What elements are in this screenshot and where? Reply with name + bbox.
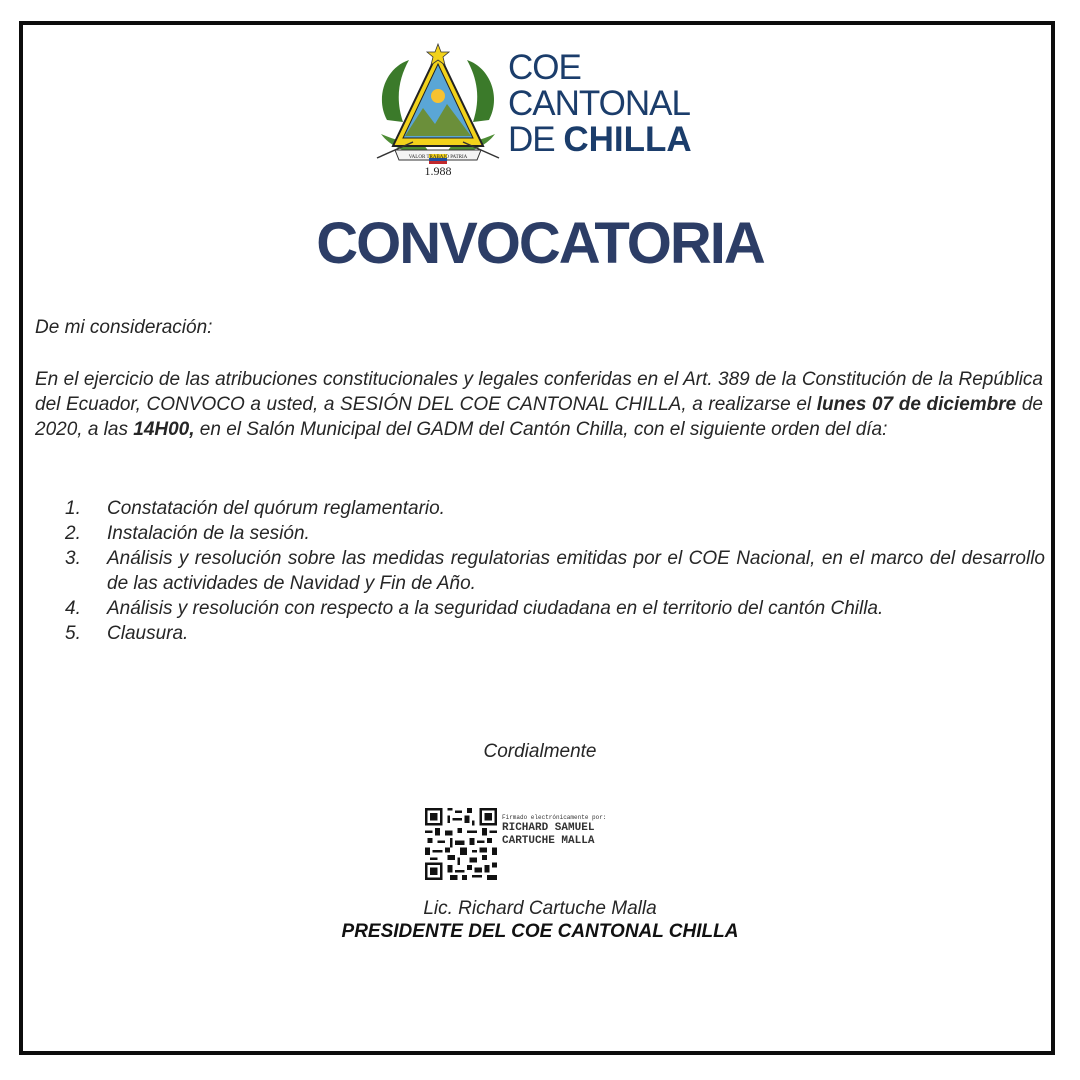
agenda-number: 3. xyxy=(65,548,81,569)
list-item xyxy=(65,496,1045,521)
qr-code-icon xyxy=(425,808,497,880)
convocation-paragraph xyxy=(35,367,1043,442)
page-title: CONVOCATORIA xyxy=(316,211,764,276)
list-item xyxy=(65,546,1045,596)
para-part-3: en el Salón Municipal del GADM del Cantón Chilla, con el siguiente orden del día: xyxy=(194,419,888,440)
agenda-text: Constatación del quórum reglamentario. xyxy=(107,498,445,519)
signature-name-line-2: CARTUCHE MALLA xyxy=(502,835,595,847)
list-item xyxy=(65,521,1045,546)
agenda-number: 5. xyxy=(65,623,81,644)
list-item xyxy=(65,596,1045,621)
agenda-number: 2. xyxy=(65,523,81,544)
signer-name: Lic. Richard Cartuche Malla xyxy=(423,898,657,919)
signature-caption: Firmado electrónicamente por: xyxy=(502,814,607,821)
agenda-text: Análisis y resolución con respecto a la seguridad ciudadana en el territorio del cantón Chilla. xyxy=(107,598,884,619)
agenda-text: Instalación de la sesión. xyxy=(107,523,310,544)
signature-name-line-1: RICHARD SAMUEL xyxy=(502,822,595,834)
closing: Cordialmente xyxy=(483,741,597,762)
agenda-number: 4. xyxy=(65,598,81,619)
signer-title: PRESIDENTE DEL COE CANTONAL CHILLA xyxy=(341,921,739,942)
agenda-number: 1. xyxy=(65,498,81,519)
agenda-list xyxy=(65,496,1045,646)
logo-line-3-bold: CHILLA xyxy=(563,120,692,159)
logo-line-3-prefix: DE xyxy=(508,120,555,159)
chilla-emblem-logo xyxy=(373,38,503,178)
para-part-2: de 2020, a las xyxy=(35,394,1043,440)
logo-line-2: CANTONAL xyxy=(508,84,690,123)
logo-line-1: COE xyxy=(508,48,581,87)
electronic-signature xyxy=(502,814,606,848)
greeting: De mi consideración: xyxy=(35,317,213,338)
emblem-year: 1.988 xyxy=(424,164,452,178)
para-date: lunes 07 de diciembre xyxy=(816,394,1017,415)
para-part-1: En el ejercicio de las atribuciones constitucionales y legales conferidas en el Art. 389 de la Constitución de la República del Ecuador, CONVOCO a usted, a SESIÓN DEL COE CANTONAL CHILLA, a realizarse el xyxy=(35,369,1043,415)
coe-logo-wordmark xyxy=(508,50,692,158)
list-item xyxy=(65,621,1045,646)
para-time: 14H00, xyxy=(133,419,195,440)
agenda-text: Análisis y resolución sobre las medidas regulatorias emitidas por el COE Nacional, en el marco del desarrollo de las actividades de Navidad y Fin de Año. xyxy=(107,548,1045,594)
agenda-text: Clausura. xyxy=(107,623,189,644)
logo-line-3 xyxy=(508,122,692,158)
emblem-motto: VALOR TRABAJO PATRIA xyxy=(408,155,468,160)
